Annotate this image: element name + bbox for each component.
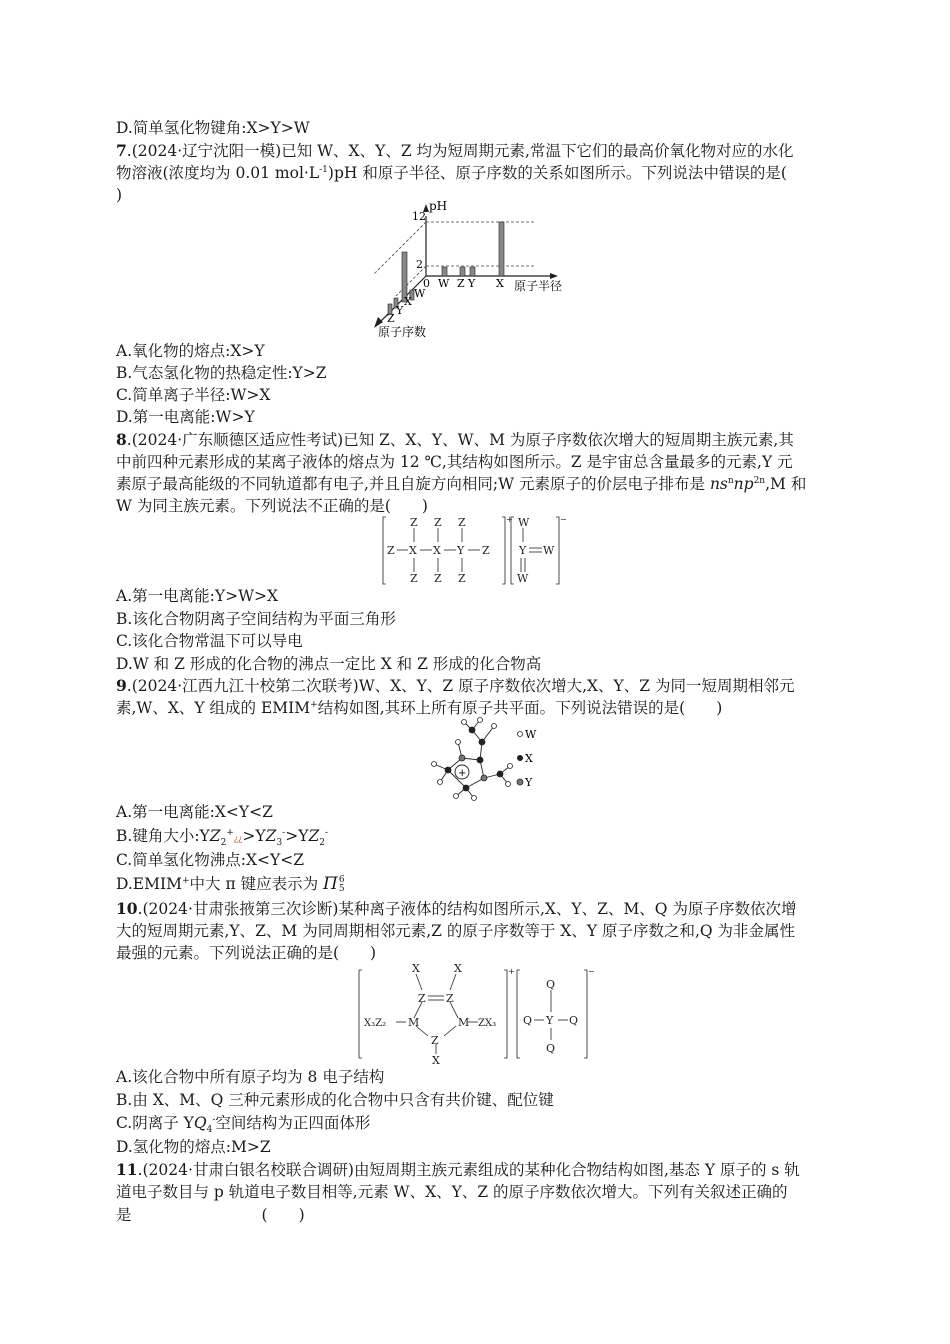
atom-w: W — [543, 544, 555, 557]
q11-text3a: 是 — [116, 1206, 132, 1224]
xlabel-x: X — [496, 277, 504, 290]
atom-w — [454, 794, 459, 799]
q8-text3a: 素原子最高能级的不同轨道都有电子,并且自旋方向相同;W 元素原子的价层电子排布是 — [116, 475, 710, 493]
tick-2: 2 — [416, 258, 423, 271]
atom-w — [432, 762, 437, 767]
q10-option-c — [116, 1113, 371, 1136]
q9-option-d — [116, 874, 345, 894]
legend-x: X — [525, 752, 533, 765]
atom-z: Z — [434, 516, 442, 529]
atom-x — [497, 771, 503, 777]
atom-x — [477, 757, 483, 763]
atom-y: Y — [546, 1014, 554, 1027]
q10-c-sub: 4 — [206, 1125, 213, 1136]
legend-x-marker — [517, 755, 523, 761]
q7-option-a: A.氧化物的熔点:X>Y — [116, 342, 265, 360]
q9-b-sub3: 3 — [276, 838, 283, 849]
atom-q: Q — [569, 1014, 579, 1027]
atom-x: X — [454, 962, 462, 975]
q10-option-d: D.氢化物的熔点:M>Z — [116, 1138, 271, 1156]
atom-z: Z — [434, 572, 442, 585]
atom-w — [472, 796, 477, 801]
q9-number: 9 — [116, 676, 127, 695]
atom-w — [508, 764, 513, 769]
anion-charge: − — [588, 967, 595, 976]
q8-stem-line4: W 为同主族元素。下列说法不正确的是( ) — [116, 497, 428, 515]
xlabel-w: W — [438, 277, 450, 290]
q9-b-z2: Z — [265, 827, 277, 845]
q11-stem-line3 — [116, 1205, 305, 1225]
atom-w — [438, 780, 443, 785]
atom-z: Z — [446, 992, 454, 1005]
cation-charge: + — [506, 515, 513, 524]
zlabel-y: Y — [396, 304, 404, 317]
q8-text3b: ,M 和 — [765, 475, 807, 493]
q7-text2b: )pH 和原子半径、原子序数的关系如图所示。下列说法中错误的是( — [327, 164, 787, 182]
anion-bracket-right — [556, 517, 559, 584]
xlabel-y: Y — [468, 277, 476, 290]
q10-c-sup: - — [212, 1114, 216, 1125]
q7-stem-line3: ) — [116, 186, 123, 204]
atom-x — [479, 739, 485, 745]
group-zx3: ZX₃ — [478, 1018, 497, 1029]
q7-option-b: B.气态氢化物的热稳定性:Y>Z — [116, 364, 327, 382]
atom-y: Y — [457, 544, 465, 557]
q9-sup: + — [310, 699, 318, 710]
q7-stem-line1 — [116, 141, 793, 161]
atom-z: Z — [387, 544, 395, 557]
atom-w — [456, 740, 461, 745]
q8-stem-line2: 中前四种元素形成的某离子液体的熔点为 12 ℃,其结构如图所示。Z 是宇宙总含量最多的元素,Y 元 — [116, 453, 793, 471]
atom-y — [481, 775, 487, 781]
atom-w: W — [518, 516, 530, 529]
ph-bar-y — [470, 267, 475, 276]
zlabel-x: X — [404, 295, 412, 308]
q8-option-b: B.该化合物阴离子空间结构为平面三角形 — [116, 610, 396, 628]
atom-z: Z — [458, 572, 466, 585]
q9-d-pre: D.EMIM — [116, 875, 182, 893]
q6-option-d: D.简单氢化物键角:X>Y>W — [116, 119, 310, 137]
ph-label: pH — [429, 199, 448, 213]
bond — [450, 974, 456, 990]
number-axis-label: 原子序数 — [378, 325, 427, 339]
q9-d-pi: Π — [323, 874, 338, 894]
q10-option-a: A.该化合物中所有原子均为 8 电子结构 — [116, 1068, 385, 1086]
q10-structure — [356, 960, 596, 1066]
q9-stem-line2 — [116, 698, 722, 718]
q9-emim-model — [410, 716, 550, 802]
q9-option-b — [116, 826, 328, 849]
q7-unit-sup: -1 — [319, 164, 328, 175]
group-x3z2: X₃Z₂ — [364, 1018, 387, 1029]
atom-z: Z — [431, 1034, 439, 1047]
q7-stem-line2 — [116, 163, 787, 183]
legend-y-marker — [517, 779, 523, 785]
atom-x — [445, 767, 451, 773]
anion-bracket-left — [517, 970, 520, 1058]
q8-text1: .(2024·广东顺德区适应性考试)已知 Z、X、Y、W、M 为原子序数依次增大的短周期主族元素,其 — [126, 431, 794, 449]
q9-d-5: 5 — [338, 884, 345, 894]
q9-b-sup: + — [226, 827, 234, 838]
q8-number: 8 — [116, 430, 127, 449]
q10-stem-line1 — [116, 899, 796, 919]
legend-w: W — [525, 728, 537, 741]
legend-w-marker — [518, 732, 523, 737]
atom-q: Q — [523, 1014, 533, 1027]
anion-bracket-left — [511, 517, 514, 584]
atom-w — [506, 782, 511, 787]
q9-text2a: 素,W、X、Y 组成的 EMIM — [116, 699, 311, 717]
q7-text2a: 物溶液(浓度均为 0.01 mol·L — [116, 164, 320, 182]
q11-text1: .(2024·甘肃白银名校联合调研)由短周期主族元素组成的某种化合物结构如图,基态 Y 原子的 s 轨 — [137, 1161, 800, 1179]
q9-b-supminus: - — [282, 827, 286, 838]
q9-text1: .(2024·江西九江十校第二次联考)W、X、Y、Z 原子序数依次增大,X、Y、Z 为同一短周期相邻元 — [126, 677, 795, 695]
q9-option-c: C.简单氢化物沸点:X<Y<Z — [116, 851, 304, 869]
q7-option-c: C.简单离子半径:W>X — [116, 386, 271, 404]
q8-structure — [380, 514, 570, 586]
q9-b-z: Z — [209, 827, 221, 845]
atom-w — [462, 720, 467, 725]
q9-b-z3: Z — [308, 827, 320, 845]
q9-d-6: 6 — [338, 875, 345, 885]
atom-x: X — [412, 962, 420, 975]
q11-stem-line2: 道电子数目与 p 轨道电子数目相等,元素 W、X、Y、Z 的原子序数依次增大。下列有关叙述正确的 — [116, 1183, 788, 1201]
atom-w — [478, 718, 483, 723]
atom-z: Z — [418, 992, 426, 1005]
atom-z: Z — [482, 544, 490, 557]
atom-w — [492, 724, 497, 729]
atom-y — [459, 755, 465, 761]
q9-d-sup: + — [181, 875, 190, 886]
q9-stem-line1 — [116, 676, 794, 696]
q11-stem-line1 — [116, 1160, 800, 1180]
q8-option-d: D.W 和 Z 形成的化合物的沸点一定比 X 和 Z 形成的化合物高 — [116, 655, 542, 673]
q9-b-mid2: >Y — [285, 827, 309, 845]
q9-b-red-artifact: ¿¿ — [233, 834, 243, 843]
origin-label: 0 — [423, 277, 430, 290]
q9-b-supminus2: - — [324, 827, 329, 838]
atom-q: Q — [546, 978, 556, 991]
q7-bars — [442, 222, 504, 276]
q7-option-d: D.第一电离能:W>Y — [116, 408, 255, 426]
q9-b-sub: 2 — [220, 838, 227, 849]
atom-x: X — [432, 1054, 440, 1066]
q9-d-mid: 中大 π 键应表示为 — [189, 875, 323, 893]
q10-c-q: Q — [193, 1114, 207, 1132]
atom-x — [469, 727, 475, 733]
q10-number: 10 — [116, 899, 138, 918]
zlabel-z: Z — [387, 312, 395, 325]
q9-option-a: A.第一电离能:X<Y<Z — [116, 803, 273, 821]
q8-stem-line3 — [116, 474, 806, 494]
atom-z: Z — [458, 516, 466, 529]
q7-number: 7 — [116, 141, 127, 160]
q10-c-pre: C.阴离子 Y — [116, 1114, 194, 1132]
atom-z: Z — [410, 516, 418, 529]
q7-text1: .(2024·辽宁沈阳一模)已知 W、X、Y、Z 均为短周期元素,常温下它们的最高价氧化物对应的水化 — [126, 142, 794, 160]
q8-formula-sup2: 2n — [753, 475, 766, 486]
bond — [444, 1026, 456, 1036]
ph-bar-w — [442, 267, 447, 276]
q9-text2b: 结构如图,其环上所有原子共平面。下列说法错误的是( ) — [317, 699, 723, 717]
ph-bar-x — [499, 222, 504, 276]
atom-y: Y — [519, 544, 527, 557]
q10-stem-line2: 大的短周期元素,Y、Z、M 为同周期相邻元素,Z 的原子序数等于 X、Y 原子序数之和,Q 为非金属性 — [116, 922, 796, 940]
q8-formula-np: np — [733, 475, 754, 493]
q10-c-post: 空间结构为正四面体形 — [215, 1114, 371, 1132]
atom-x — [463, 785, 469, 791]
q8-option-c: C.该化合物常温下可以导电 — [116, 632, 303, 650]
anion-charge: − — [560, 515, 567, 524]
zlabel-w: W — [414, 287, 426, 300]
q8-formula-ns: ns — [709, 475, 728, 493]
q8-option-a: A.第一电离能:Y>W>X — [116, 587, 279, 605]
ph-bar-z — [460, 267, 465, 276]
radius-axis-label: 原子半径 — [514, 279, 563, 293]
atom-x: X — [433, 544, 441, 557]
legend-y: Y — [525, 776, 533, 789]
bond — [416, 974, 422, 990]
tick-12: 12 — [412, 210, 426, 223]
atom-z: Z — [410, 572, 418, 585]
atom-x: X — [409, 544, 417, 557]
q10-stem-line3: 最强的元素。下列说法正确的是( ) — [116, 944, 377, 962]
q11-text3b: ( ) — [261, 1206, 305, 1224]
q10-option-b: B.由 X、M、Q 三种元素形成的化合物中只含有共价键、配位键 — [116, 1091, 554, 1109]
q8-formula-sup1: n — [727, 475, 734, 486]
cation-bracket-left — [359, 970, 362, 1058]
q9-b-sub2b: 2 — [319, 838, 325, 849]
q11-number: 11 — [116, 1160, 138, 1179]
cation-bracket-right — [502, 517, 505, 584]
q8-stem-line1 — [116, 430, 794, 450]
cation-charge: + — [508, 967, 515, 976]
anion-bracket-right — [584, 970, 587, 1058]
q7-ph-chart — [366, 198, 596, 340]
cation-bracket-left — [383, 517, 386, 584]
xlabel-z: Z — [457, 277, 465, 290]
atom-m: M — [408, 1016, 420, 1029]
atom-m: M — [458, 1016, 470, 1029]
atom-w: W — [517, 572, 529, 585]
q10-text1: .(2024·甘肃张掖第三次诊断)某种离子液体的结构如图所示,X、Y、Z、M、Q 为原子序数依次增 — [137, 900, 797, 918]
ring-plus: + — [458, 768, 467, 779]
q9-b-mid: >Y — [242, 827, 266, 845]
q9-b-pre: B.键角大小:Y — [116, 827, 210, 845]
cation-bracket-right — [504, 970, 507, 1058]
atom-q: Q — [546, 1042, 556, 1055]
